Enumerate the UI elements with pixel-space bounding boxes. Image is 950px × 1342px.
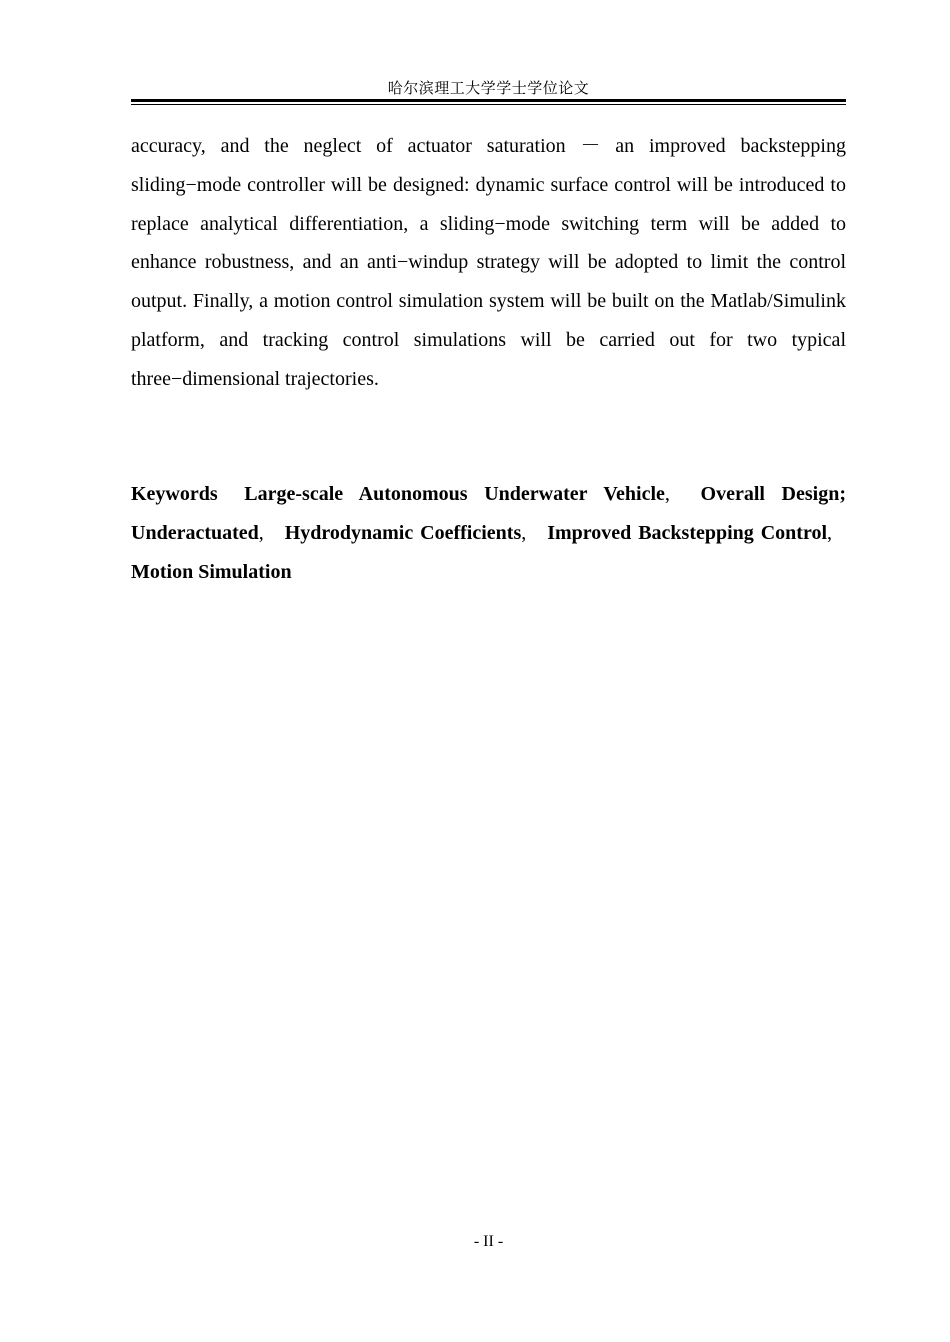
page-header: 哈尔滨理工大学学士学位论文 — [387, 79, 590, 97]
keyword-item: Overall Design; Underactuated — [131, 483, 847, 544]
header-rule-thin — [131, 104, 846, 105]
keyword-item: Hydrodynamic Coefficients — [284, 521, 522, 544]
keyword-item: Large-scale Autonomous Underwater Vehicle — [244, 483, 665, 505]
header-rule-thick — [131, 99, 846, 102]
keyword-item: Motion Simulation — [131, 560, 292, 583]
keywords-block — [131, 475, 846, 591]
page-number: - II - — [473, 1233, 504, 1250]
keyword-separator: , — [521, 521, 527, 544]
keywords-label: Keywords — [131, 483, 218, 505]
abstract-paragraph: accuracy, and the neglect of actuator saturation － an improved backstepping sliding−mode controller will be designed: dynamic surface control will be introduced to replace analytical differentiation, a sliding−mode switching term will be added to enhance robustness, and an anti−windup strategy will be adopted to limit the control output. Finally, a motion control simulation system will be built on the Matlab/Simulink platform, and tracking control simulations will be carried out for two typical three−dimensional trajectories. — [131, 135, 846, 390]
keyword-separator: , — [827, 521, 833, 544]
keyword-separator: , — [664, 483, 670, 505]
keyword-item: Improved Backstepping Control — [547, 521, 828, 544]
keyword-separator: , — [258, 521, 264, 544]
